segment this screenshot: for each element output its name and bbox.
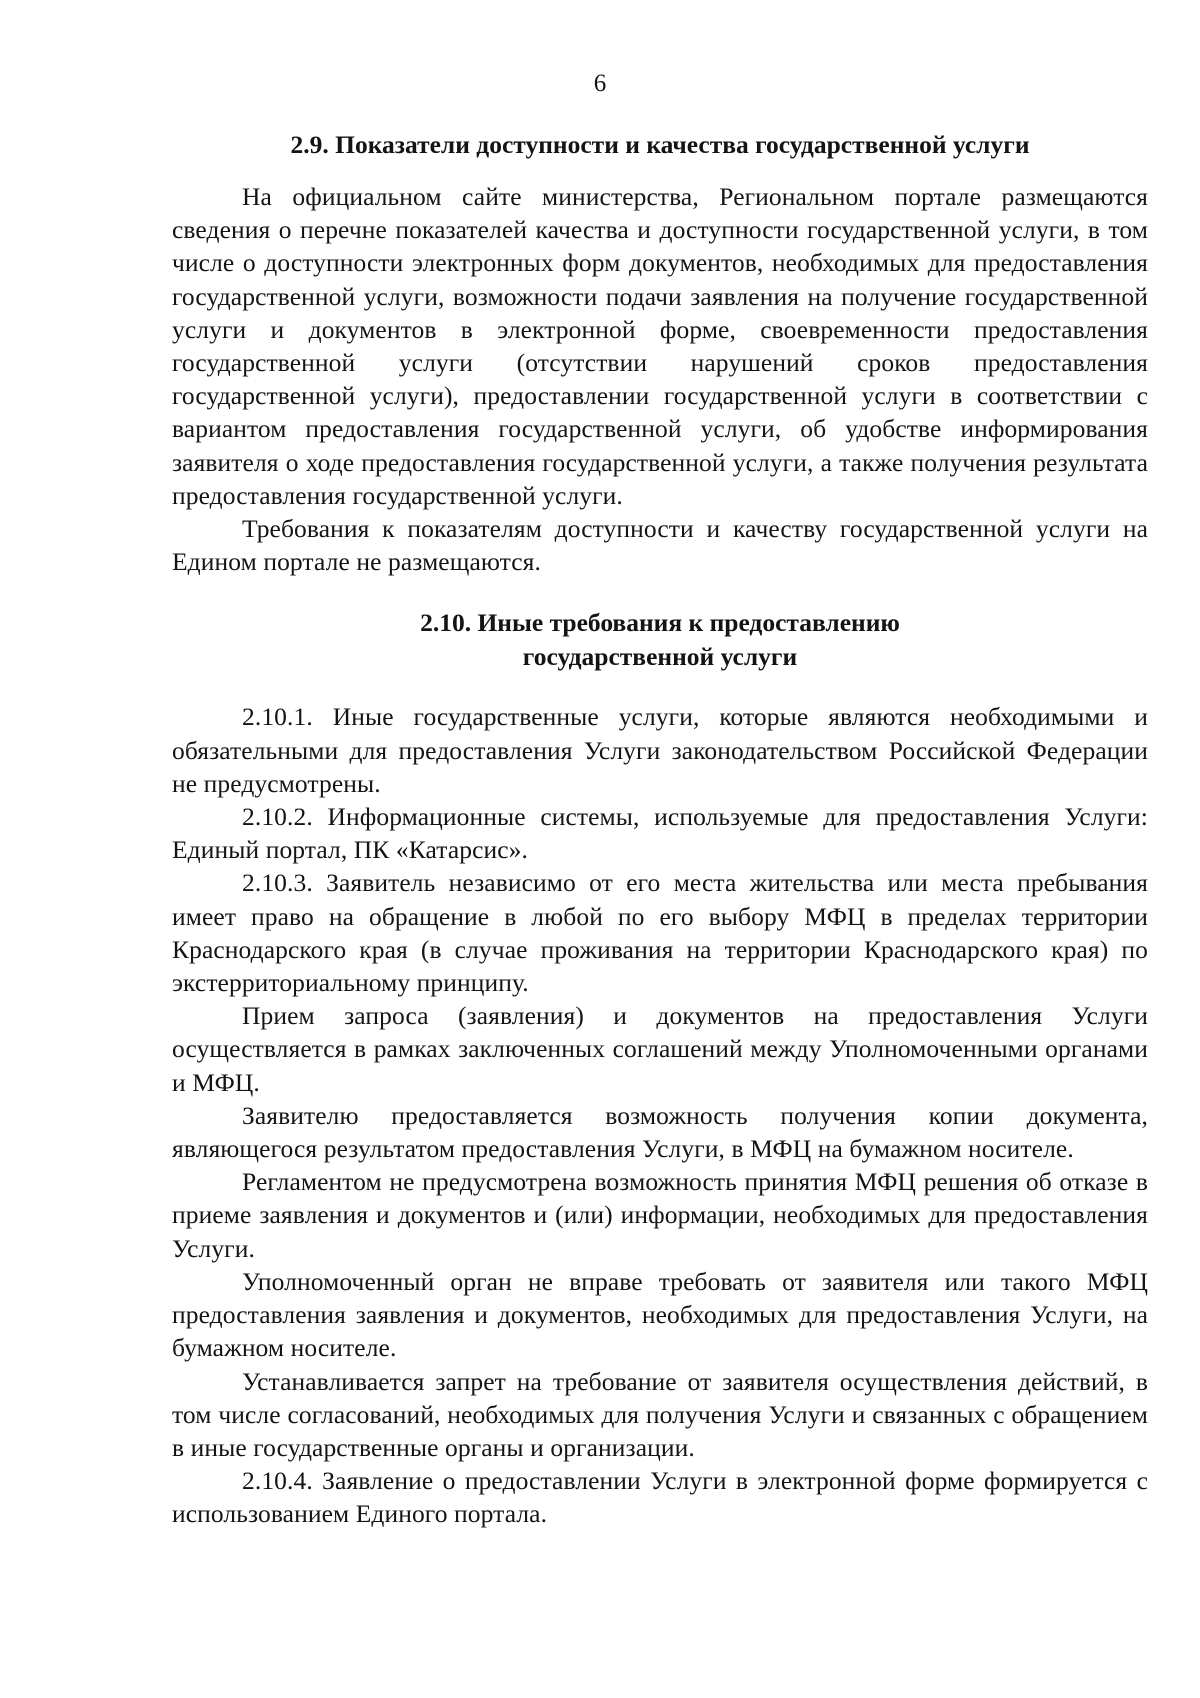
section-heading-2-10-line1: 2.10. Иные требования к предоставлению — [420, 608, 900, 638]
paragraph: 2.10.4. Заявление о предоставлении Услуги в электронной форме формируется с использованием Единого портала. — [172, 1466, 1148, 1529]
paragraph: На официальном сайте министерства, Региональном портале размещаются сведения о перечне показателей качества и доступности государственной услуги, в том числе о доступности электронных форм документов, необходимых для предоставления государственной услуги, возможности подачи заявления на получение государственной услуги и документов в электронной форме, своевременности предоставления государственной услуги (отсутствии нарушений сроков предоставления государственной услуги), предоставлении государственной услуги в соответствии с вариантом предоставления государственной услуги, об удобстве информирования заявителя о ходе предоставления государственной услуги, а также получения результата предоставления государственной услуги. — [172, 182, 1148, 510]
section-heading-2-10-line2: государственной услуги — [522, 642, 798, 672]
paragraph: Устанавливается запрет на требование от заявителя осуществления действий, в том числе согласований, необходимых для получения Услуги и связанных с обращением в иные государственные органы и организации. — [172, 1366, 1148, 1462]
page-number: 6 — [593, 70, 607, 97]
paragraph: 2.10.1. Иные государственные услуги, которые являются необходимыми и обязательными для предоставления Услуги законодательством Российской Федерации не предусмотрены. — [172, 702, 1148, 798]
paragraph: Прием запроса (заявления) и документов на предоставления Услуги осуществляется в рамках заключенных соглашений между Уполномоченными органами и МФЦ. — [172, 1001, 1148, 1097]
paragraph: Заявителю предоставляется возможность получения копии документа, являющегося результатом предоставления Услуги, в МФЦ на бумажном носителе. — [172, 1100, 1148, 1164]
paragraph: Регламентом не предусмотрена возможность принятия МФЦ решения об отказе в приеме заявления и документов и (или) информации, необходимых для предоставления Услуги. — [172, 1167, 1148, 1263]
paragraph: 2.10.3. Заявитель независимо от его места жительства или места пребывания имеет право на обращение в любой по его выбору МФЦ в пределах территории Краснодарского края (в случае проживания на территории Краснодарского края) по экстерриториальному принципу. — [172, 868, 1148, 998]
section-heading-2-9: 2.9. Показатели доступности и качества государственной услуги — [290, 130, 1030, 159]
document-body — [172, 128, 1148, 1531]
paragraph: Требования к показателям доступности и качеству государственной услуги на Едином портале не размещаются. — [172, 514, 1148, 577]
section-heading-2-10 — [172, 606, 1148, 674]
paragraph: Уполномоченный орган не вправе требовать от заявителя или такого МФЦ предоставления заявления и документов, необходимых для предоставления Услуги, на бумажном носителе. — [172, 1266, 1148, 1363]
paragraph: 2.10.2. Информационные системы, используемые для предоставления Услуги: Единый портал, ПК «Катарсис». — [172, 802, 1148, 865]
